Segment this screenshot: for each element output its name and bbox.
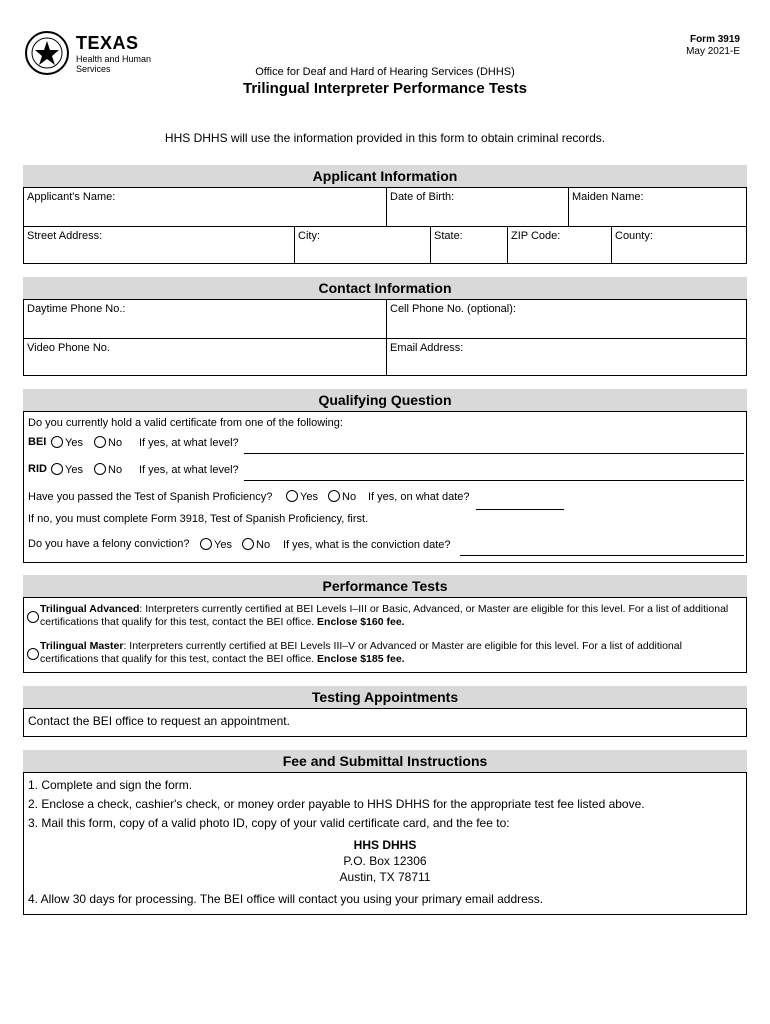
dob-field[interactable] <box>387 188 569 226</box>
zip-field[interactable] <box>508 227 612 263</box>
rid-level-input[interactable] <box>244 480 744 481</box>
felony-question: Do you have a felony conviction? <box>28 538 190 550</box>
spanish-yes-label: Yes <box>300 491 318 503</box>
spanish-yes-option[interactable] <box>286 490 318 503</box>
applicant-name-label: Applicant's Name: <box>27 191 116 203</box>
contact-section <box>23 299 747 376</box>
fee-step-3: 3. Mail this form, copy of a valid photo ID, copy of your valid certificate card, and the fee to: <box>28 816 510 830</box>
privacy-notice: HHS DHHS will use the information provided in this form to obtain criminal records. <box>164 131 606 145</box>
testing-heading: Testing Appointments <box>23 686 747 708</box>
cell-phone-label: Cell Phone No. (optional): <box>390 303 516 315</box>
bei-level-label: If yes, at what level? <box>139 437 239 449</box>
testing-section <box>23 708 747 737</box>
advanced-fee: Enclose $160 fee. <box>317 616 405 628</box>
page-title: Trilingual Interpreter Performance Tests <box>243 80 527 97</box>
mail-address-city: Austin, TX 78711 <box>339 870 431 884</box>
daytime-phone-field[interactable] <box>24 300 387 338</box>
bei-label: BEI <box>28 436 47 448</box>
state-label: State: <box>434 230 463 242</box>
advanced-title: Trilingual Advanced <box>40 603 140 615</box>
city-label: City: <box>298 230 320 242</box>
cell-phone-field[interactable] <box>387 300 746 338</box>
qualifying-section <box>23 411 747 563</box>
felony-yes-option[interactable] <box>200 538 232 551</box>
advanced-text: : Interpreters currently certified at BEI Levels I–III or Basic, Advanced, or Master are eligible for this level. For a list of additional certifications that qualify for this test, contact the BEI office. <box>40 603 729 628</box>
bei-no-radio[interactable] <box>94 436 106 448</box>
email-field[interactable] <box>387 339 746 375</box>
master-title: Trilingual Master <box>40 640 124 652</box>
logo-sub-line2: Services <box>76 64 111 74</box>
video-phone-field[interactable] <box>24 339 387 375</box>
fee-heading: Fee and Submittal Instructions <box>23 750 747 772</box>
felony-yes-label: Yes <box>214 539 232 551</box>
advanced-radio[interactable] <box>27 611 39 623</box>
felony-no-radio[interactable] <box>242 538 254 550</box>
contact-heading: Contact Information <box>23 277 747 299</box>
performance-section <box>23 597 747 673</box>
spanish-question: Have you passed the Test of Spanish Proficiency? <box>28 491 273 503</box>
state-field[interactable] <box>431 227 508 263</box>
county-label: County: <box>615 230 653 242</box>
felony-no-label: No <box>256 539 271 551</box>
dob-label: Date of Birth: <box>390 191 455 203</box>
video-phone-label: Video Phone No. <box>27 342 110 354</box>
qualifying-heading: Qualifying Question <box>23 389 747 411</box>
rid-no-option[interactable] <box>94 463 122 476</box>
daytime-phone-label: Daytime Phone No.: <box>27 303 126 315</box>
form-date: May 2021-E <box>686 46 740 57</box>
rid-no-label: No <box>108 464 123 476</box>
felony-date-input[interactable] <box>460 555 744 556</box>
master-radio[interactable] <box>27 648 39 660</box>
rid-yes-radio[interactable] <box>51 463 63 475</box>
form-number: Form 3919 <box>689 34 740 45</box>
spanish-date-input[interactable] <box>476 509 564 510</box>
street-field[interactable] <box>24 227 295 263</box>
bei-yes-label: Yes <box>65 437 83 449</box>
felony-yes-radio[interactable] <box>200 538 212 550</box>
bei-level-input[interactable] <box>244 453 744 454</box>
master-description <box>40 640 740 666</box>
felony-date-label: If yes, what is the conviction date? <box>283 539 451 551</box>
county-field[interactable] <box>612 227 746 263</box>
spanish-no-option[interactable] <box>328 490 356 503</box>
bei-no-label: No <box>108 437 123 449</box>
rid-no-radio[interactable] <box>94 463 106 475</box>
mail-address-box: P.O. Box 12306 <box>343 854 427 868</box>
mail-address-name: HHS DHHS <box>353 838 417 852</box>
bei-yes-option[interactable] <box>51 436 83 449</box>
zip-label: ZIP Code: <box>511 230 561 242</box>
rid-yes-label: Yes <box>65 464 83 476</box>
master-fee: Enclose $185 fee. <box>317 653 405 665</box>
fee-step-4: 4. Allow 30 days for processing. The BEI office will contact you using your primary email address. <box>28 892 544 906</box>
rid-level-label: If yes, at what level? <box>139 464 239 476</box>
email-label: Email Address: <box>390 342 464 354</box>
logo-sub-line1: Health and Human <box>76 54 152 64</box>
fee-section <box>23 772 747 915</box>
maiden-name-field[interactable] <box>569 188 746 226</box>
advanced-description <box>40 603 740 629</box>
applicant-heading: Applicant Information <box>23 165 747 187</box>
felony-no-option[interactable] <box>242 538 270 551</box>
certificate-question: Do you currently hold a valid certificate from one of the following: <box>28 417 343 429</box>
applicant-name-field[interactable] <box>24 188 387 226</box>
logo-texas: TEXAS <box>76 33 139 53</box>
master-text: : Interpreters currently certified at BEI Levels III–V or Advanced or Master are eligible for this level. For a list of additional certifications that qualify for this test, contact the BEI office. <box>40 640 682 665</box>
fee-step-2: 2. Enclose a check, cashier's check, or money order payable to HHS DHHS for the appropriate test fee listed above. <box>28 797 645 811</box>
bei-no-option[interactable] <box>94 436 122 449</box>
spanish-date-label: If yes, on what date? <box>368 491 470 503</box>
spanish-note: If no, you must complete Form 3918, Test of Spanish Proficiency, first. <box>28 513 369 525</box>
city-field[interactable] <box>295 227 431 263</box>
testing-text: Contact the BEI office to request an appointment. <box>28 714 290 728</box>
performance-heading: Performance Tests <box>23 575 747 597</box>
maiden-name-label: Maiden Name: <box>572 191 644 203</box>
spanish-no-radio[interactable] <box>328 490 340 502</box>
spanish-no-label: No <box>342 491 357 503</box>
fee-step-1: 1. Complete and sign the form. <box>28 778 193 792</box>
spanish-yes-radio[interactable] <box>286 490 298 502</box>
rid-label: RID <box>28 463 47 475</box>
bei-yes-radio[interactable] <box>51 436 63 448</box>
rid-yes-option[interactable] <box>51 463 83 476</box>
applicant-section <box>23 187 747 264</box>
office-name: Office for Deaf and Hard of Hearing Services (DHHS) <box>255 66 515 78</box>
street-label: Street Address: <box>27 230 103 242</box>
